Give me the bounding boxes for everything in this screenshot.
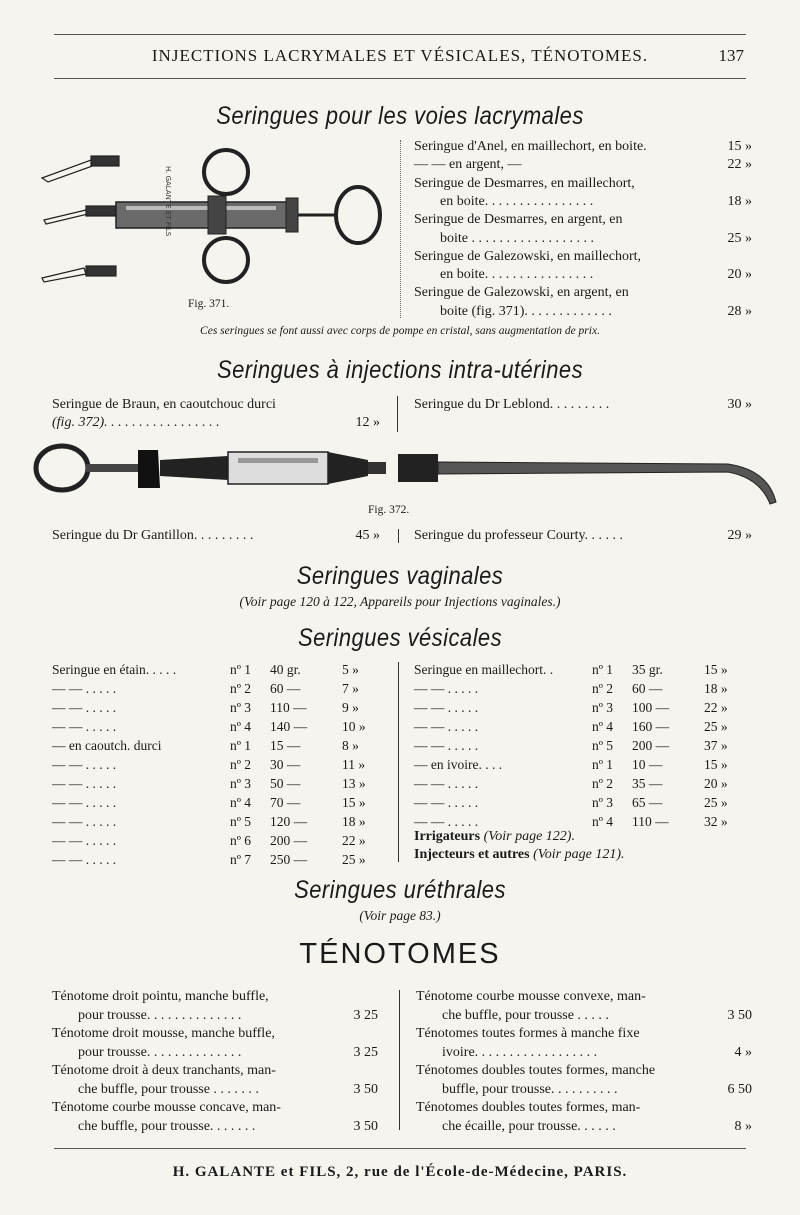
- braun-line2: (fig. 372). . . . . . . . . . . . . . . . .: [52, 415, 220, 430]
- item-description: Seringue en étain. . . . .: [52, 662, 177, 677]
- tenotome-price: 3 50: [727, 1007, 752, 1023]
- item-description: — — . . . . .: [52, 814, 117, 829]
- item-price: 25 »: [704, 795, 728, 810]
- lacrymal-line: boite (fig. 371). . . . . . . . . . . . .: [440, 303, 612, 319]
- table-row: [52, 793, 392, 812]
- item-price: 15 »: [342, 795, 366, 810]
- tenotome-line: Ténotome courbe mousse convexe, man-: [416, 989, 646, 1004]
- section-title-vesicales: Seringues vésicales: [297, 624, 503, 652]
- item-number: nº 1: [230, 738, 252, 753]
- item-description: — — . . . . .: [52, 757, 117, 772]
- courty-line: Seringue du professeur Courty. . . . . .: [414, 528, 624, 543]
- item-number: nº 1: [230, 662, 252, 677]
- irrigateurs-label: Irrigateurs: [414, 829, 481, 844]
- item-price: 25 »: [342, 852, 366, 867]
- item-price: 18 »: [342, 814, 366, 829]
- vaginales-ref: [0, 594, 800, 610]
- item-description: — — . . . . .: [52, 795, 117, 810]
- gantillon-line: Seringue du Dr Gantillon. . . . . . . . .: [52, 528, 254, 543]
- lacrymal-line: Seringue d'Anel, en maillechort, en boite.: [414, 139, 647, 154]
- leblond-line: Seringue du Dr Leblond. . . . . . . . .: [414, 397, 610, 412]
- top-rule: [54, 34, 746, 35]
- item-number: nº 6: [230, 833, 252, 848]
- item-number: nº 7: [230, 852, 252, 867]
- item-description: — — . . . . .: [52, 719, 117, 734]
- item-description: — — . . . . .: [414, 776, 479, 791]
- item-number: nº 1: [592, 662, 614, 677]
- fig-372-caption: Fig. 372.: [368, 504, 410, 516]
- engraving-text: H. GALANTE ET FILS: [164, 166, 172, 237]
- tenotome-price: 3 50: [353, 1118, 378, 1134]
- item-capacity: 15 —: [270, 738, 301, 753]
- running-header: INJECTIONS LACRYMALES ET VÉSICALES, TÉNOTOMES.: [151, 46, 649, 65]
- lacrymal-line: boite . . . . . . . . . . . . . . . . . .: [440, 230, 594, 246]
- braun-price: 12 »: [355, 415, 380, 430]
- lacrymal-line: en boite. . . . . . . . . . . . . . . .: [440, 267, 594, 283]
- item-capacity: 60 —: [270, 681, 301, 696]
- item-capacity: 200 —: [270, 833, 308, 848]
- table-row: [52, 831, 392, 850]
- item-price: 32 »: [704, 814, 728, 829]
- table-row: [52, 850, 392, 869]
- item-price: 5 »: [342, 662, 359, 677]
- table-row: [52, 774, 392, 793]
- item-price: 22 »: [342, 833, 366, 848]
- lacrymal-price: 20 »: [727, 267, 752, 283]
- table-row: [52, 717, 392, 736]
- item-description: — — . . . . .: [52, 833, 117, 848]
- tenotome-line: che buffle, pour trousse. . . . . . .: [78, 1118, 256, 1134]
- table-row: [52, 679, 392, 698]
- syringe-lacrymal-illustration: [36, 138, 396, 298]
- item-price: 15 »: [704, 757, 728, 772]
- table-row: [52, 660, 392, 679]
- table-row: [414, 774, 754, 793]
- tenotome-line: Ténotome courbe mousse concave, man-: [52, 1100, 281, 1115]
- item-capacity: 110 —: [270, 700, 307, 715]
- item-capacity: 65 —: [632, 795, 663, 810]
- item-price: 8 »: [342, 738, 359, 753]
- column-divider: [400, 140, 401, 318]
- item-description: — — . . . . .: [414, 738, 479, 753]
- table-row: [414, 793, 754, 812]
- section-title-tenotomes: TÉNOTOMES: [299, 938, 501, 970]
- item-number: nº 3: [230, 776, 252, 791]
- tenotome-line: Ténotome droit à deux tranchants, man-: [52, 1063, 276, 1078]
- tenotome-line: buffle, pour trousse. . . . . . . . . .: [442, 1081, 618, 1097]
- item-number: nº 4: [592, 719, 614, 734]
- tenotome-line: che écaille, pour trousse. . . . . .: [442, 1118, 616, 1134]
- section-title-vaginales: Seringues vaginales: [296, 562, 504, 590]
- section-title-uterines: Seringues à injections intra-utérines: [216, 356, 584, 384]
- table-row: [414, 679, 754, 698]
- tenotome-price: 8 »: [734, 1118, 752, 1134]
- injecteurs-label: Injecteurs et autres: [414, 847, 530, 862]
- item-description: — — . . . . .: [414, 681, 479, 696]
- courty-price: 29 »: [727, 528, 752, 543]
- item-price: 15 »: [704, 662, 728, 677]
- tenotome-line: Ténotomes doubles toutes formes, man-: [416, 1100, 641, 1115]
- item-description: — — . . . . .: [52, 700, 117, 715]
- table-row: [52, 736, 392, 755]
- item-number: nº 4: [230, 719, 252, 734]
- item-capacity: 60 —: [632, 681, 663, 696]
- table-row: [414, 698, 754, 717]
- gantillon-price: 45 »: [355, 528, 380, 543]
- item-price: 7 »: [342, 681, 359, 696]
- table-row: [52, 698, 392, 717]
- fig-371-caption: Fig. 371.: [188, 298, 230, 310]
- section-title-urethrales: Seringues uréthrales: [294, 876, 506, 904]
- vesicales-left-table: [52, 660, 392, 869]
- tenotome-price: 3 25: [353, 1007, 378, 1023]
- item-capacity: 50 —: [270, 776, 301, 791]
- tenotome-line: pour trousse. . . . . . . . . . . . . .: [78, 1007, 242, 1023]
- urethrales-ref-text: (Voir page 83.): [359, 908, 441, 923]
- lacrymal-line: — — en argent, —: [414, 157, 522, 173]
- lacrymal-line: Seringue de Galezowski, en maillechort,: [414, 248, 642, 264]
- item-number: nº 1: [592, 757, 614, 772]
- tenotome-price: 3 50: [353, 1081, 378, 1097]
- item-description: — en caoutch. durci: [52, 738, 162, 753]
- item-description: — — . . . . .: [52, 681, 117, 696]
- irrigateurs-ref: (Voir page 122).: [483, 829, 575, 844]
- item-capacity: 35 gr.: [632, 662, 663, 677]
- lacrymal-price: 15 »: [727, 139, 752, 154]
- table-row: [414, 755, 754, 774]
- item-number: nº 3: [230, 700, 252, 715]
- item-number: nº 2: [230, 757, 252, 772]
- leblond-price: 30 »: [727, 397, 752, 412]
- item-price: 9 »: [342, 700, 359, 715]
- page-number: 137: [718, 46, 744, 65]
- item-capacity: 35 —: [632, 776, 663, 791]
- item-description: Seringue en maillechort. .: [414, 662, 554, 677]
- table-row: [52, 755, 392, 774]
- item-description: — — . . . . .: [52, 776, 117, 791]
- tenotome-line: pour trousse. . . . . . . . . . . . . .: [78, 1044, 242, 1060]
- item-price: 25 »: [704, 719, 728, 734]
- braun-line1: Seringue de Braun, en caoutchouc durci: [52, 397, 276, 412]
- item-number: nº 4: [230, 795, 252, 810]
- lacrymal-line: en boite. . . . . . . . . . . . . . . .: [440, 193, 594, 209]
- tenotome-price: 6 50: [727, 1081, 752, 1097]
- header-rule: [54, 78, 746, 79]
- lacrymal-line: Seringue de Desmarres, en maillechort,: [414, 175, 635, 191]
- tenotome-line: Ténotomes doubles toutes formes, manche: [416, 1063, 656, 1078]
- vesicales-divider: [398, 662, 399, 862]
- injecteurs-ref: (Voir page 121).: [533, 847, 625, 862]
- item-number: nº 5: [592, 738, 614, 753]
- item-capacity: 140 —: [270, 719, 308, 734]
- item-capacity: 250 —: [270, 852, 308, 867]
- item-description: — en ivoire. . . .: [414, 757, 503, 772]
- item-number: nº 2: [592, 776, 614, 791]
- lacrymal-note: Ces seringues se font aussi avec corps de pompe en cristal, sans augmentation de prix.: [200, 325, 600, 337]
- injecteurs-line: [414, 846, 625, 864]
- item-description: — — . . . . .: [414, 795, 479, 810]
- item-capacity: 70 —: [270, 795, 301, 810]
- footer-rule: [54, 1148, 746, 1149]
- item-price: 37 »: [704, 738, 728, 753]
- vaginales-ref-text: (Voir page 120 à 122, Appareils pour Injections vaginales.): [239, 594, 561, 609]
- item-capacity: 30 —: [270, 757, 301, 772]
- tenotome-line: che buffle, pour trousse . . . . . . .: [78, 1081, 259, 1097]
- uterine-divider-2: [398, 529, 399, 543]
- item-price: 11 »: [342, 757, 366, 772]
- item-description: — — . . . . .: [52, 852, 117, 867]
- item-price: 18 »: [704, 681, 728, 696]
- table-row: [414, 736, 754, 755]
- tenotomes-divider: [399, 990, 400, 1130]
- item-price: 20 »: [704, 776, 728, 791]
- item-description: — — . . . . .: [414, 814, 479, 829]
- vesicales-right-table: [414, 660, 754, 831]
- item-capacity: 120 —: [270, 814, 308, 829]
- section-title-lacrymales: Seringues pour les voies lacrymales: [216, 102, 584, 130]
- lacrymal-price: 25 »: [727, 230, 752, 246]
- item-description: — — . . . . .: [414, 719, 479, 734]
- item-capacity: 40 gr.: [270, 662, 301, 677]
- lacrymal-price: 28 »: [727, 303, 752, 319]
- table-row: [52, 812, 392, 831]
- item-number: nº 2: [592, 681, 614, 696]
- item-price: 22 »: [704, 700, 728, 715]
- table-row: [414, 717, 754, 736]
- uterine-divider: [397, 396, 398, 432]
- tenotome-line: ivoire. . . . . . . . . . . . . . . . . .: [442, 1044, 598, 1060]
- item-number: nº 2: [230, 681, 252, 696]
- lacrymal-line: Seringue de Galezowski, en argent, en: [414, 285, 629, 301]
- item-number: nº 3: [592, 700, 614, 715]
- item-capacity: 10 —: [632, 757, 663, 772]
- item-capacity: 100 —: [632, 700, 670, 715]
- lacrymal-price: 22 »: [727, 157, 752, 173]
- tenotome-line: Ténotome droit mousse, manche buffle,: [52, 1026, 275, 1041]
- item-capacity: 200 —: [632, 738, 670, 753]
- item-price: 13 »: [342, 776, 366, 791]
- tenotome-price: 3 25: [353, 1044, 378, 1060]
- tenotome-line: che buffle, pour trousse . . . . .: [442, 1007, 609, 1023]
- syringe-uterine-illustration: [28, 440, 780, 510]
- lacrymal-line: Seringue de Desmarres, en argent, en: [414, 212, 623, 228]
- table-row: [414, 660, 754, 679]
- item-description: — — . . . . .: [414, 700, 479, 715]
- tenotome-price: 4 »: [734, 1044, 752, 1060]
- item-price: 10 »: [342, 719, 366, 734]
- item-number: nº 5: [230, 814, 252, 829]
- urethrales-ref: [0, 908, 800, 924]
- item-number: nº 3: [592, 795, 614, 810]
- irrigateurs-line: [414, 828, 575, 846]
- tenotome-line: Ténotome droit pointu, manche buffle,: [52, 989, 269, 1004]
- item-capacity: 160 —: [632, 719, 670, 734]
- tenotome-line: Ténotomes toutes formes à manche fixe: [416, 1026, 640, 1041]
- item-capacity: 110 —: [632, 814, 669, 829]
- publisher-footer: H. GALANTE et FILS, 2, rue de l'École-de-Médecine, PARIS.: [172, 1164, 628, 1180]
- lacrymal-price: 18 »: [727, 193, 752, 209]
- item-number: nº 4: [592, 814, 614, 829]
